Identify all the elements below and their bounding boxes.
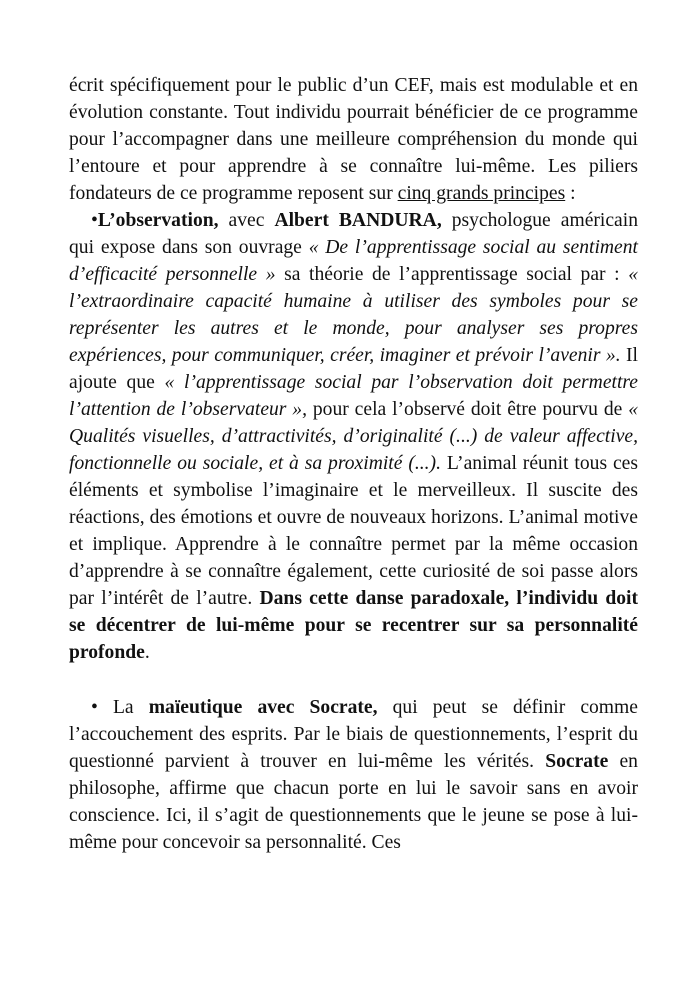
author-name: Albert BANDURA, — [274, 210, 442, 231]
bullet: • — [91, 210, 98, 231]
paragraph-gap — [69, 666, 638, 694]
text-run: psychologue américain qui expose dans son ouvrage — [69, 210, 638, 258]
bold-conclusion: Dans cette danse paradoxale, l’individu doit se décentrer de lui-même pour se recentrer sur sa personnalité profonde — [69, 588, 639, 663]
socrate-name: Socrate — [545, 751, 609, 772]
document-page — [69, 72, 638, 856]
text-run: avec — [218, 210, 275, 231]
quote: « Qualités visuelles, d’attractivités, d’originalité (...) de valeur affective, fonctionnelle ou sociale, et à sa proximité (...). — [69, 399, 639, 474]
intro-paragraph — [69, 72, 638, 207]
quote: « l’extraordinaire capacité humaine à utiliser des symboles pour se représenter les autres et le monde, pour analyser ses propres expériences, pour communiquer, créer, imaginer et prévoir l’avenir ». — [69, 264, 638, 366]
bullet: • — [91, 697, 98, 718]
observation-heading: L’observation, — [97, 210, 219, 231]
text-run: qui peut se définir comme l’accouchement des esprits. Par le biais de questionnements, l’esprit du questionné parvient à trouver en lui-même les vérités. — [69, 697, 638, 772]
text-run: pour cela l’observé doit être pourvu de — [307, 399, 629, 420]
book-title: « De l’apprentissage social au sentiment d’efficacité personnelle » — [69, 237, 638, 285]
text-run: en philosophe, affirme que chacun porte en lui le savoir sans en avoir conscience. Ici, il s’agit de questionnements que le jeune se pose à lui-même pour concevoir sa personnalité. Ces — [69, 751, 638, 853]
text-run: sa théorie de l’apprentissage social par : — [275, 264, 629, 285]
observation-paragraph — [69, 207, 638, 666]
text-run: Il ajoute que — [69, 345, 638, 393]
quote: « l’apprentissage social par l’observation doit permettre l’attention de l’observateur », — [69, 372, 638, 420]
intro-tail: : — [565, 183, 576, 204]
text-run: L’animal réunit tous ces éléments et symbolise l’imaginaire et le merveilleux. Il suscite des réactions, des émotions et ouvre de nouveaux horizons. L’animal motive et implique. Apprendre à le connaître permet par la même occasion d’apprendre à se connaître également, cette curiosité de soi passe alors par l’intérêt de l’autre. — [69, 453, 638, 609]
maieutique-heading: maïeutique avec Socrate, — [148, 697, 378, 718]
principles-underline: cinq grands principes — [397, 183, 566, 204]
maieutique-paragraph — [69, 694, 638, 856]
text-run: . — [144, 642, 150, 663]
intro-text: écrit spécifiquement pour le public d’un CEF, mais est modulable et en évolution constante. Tout individu pourrait bénéficier de ce programme pour l’accompagner dans une meilleure compréhension du monde qui l’entoure et pour apprendre à se connaître lui-même. Les piliers fondateurs de ce programme reposent sur — [69, 75, 638, 204]
text-run: La — [97, 697, 149, 718]
